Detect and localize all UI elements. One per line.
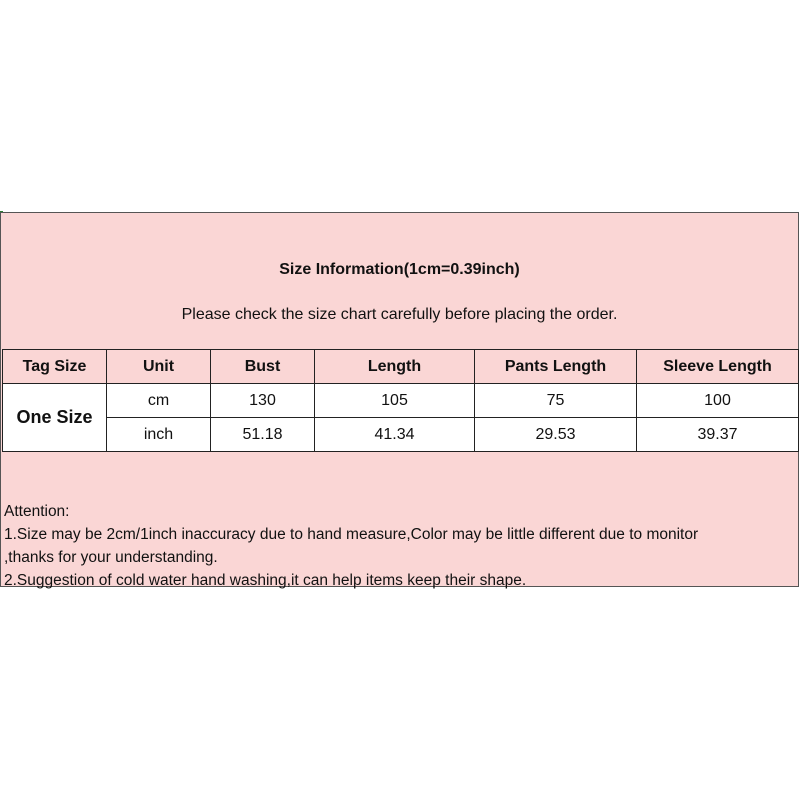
attention-heading: Attention: [4, 503, 70, 520]
table-row [3, 384, 799, 418]
attention-line: 2.Suggestion of cold water hand washing,it can help items keep their shape. [4, 572, 527, 589]
header-cell-tag-size: Tag Size [3, 350, 107, 384]
attention-line: ,thanks for your understanding. [4, 549, 218, 566]
unit-cell: cm [107, 384, 211, 418]
attention-line: 1.Size may be 2cm/1inch inaccuracy due to hand measure,Color may be little different due to monitor [4, 526, 699, 543]
sleeve-length-cell: 39.37 [637, 418, 799, 452]
header-cell-bust: Bust [211, 350, 315, 384]
header-cell-length: Length [315, 350, 475, 384]
table-row [3, 418, 799, 452]
size-chart-table [2, 349, 799, 452]
sleeve-length-cell: 100 [637, 384, 799, 418]
length-cell: 41.34 [315, 418, 475, 452]
bust-cell: 130 [211, 384, 315, 418]
pants-length-cell: 29.53 [475, 418, 637, 452]
length-cell: 105 [315, 384, 475, 418]
table-header-row [3, 350, 799, 384]
attention-notes [4, 500, 796, 592]
page-subtitle: Please check the size chart carefully before placing the order. [181, 306, 618, 323]
pants-length-cell: 75 [475, 384, 637, 418]
header-cell-unit: Unit [107, 350, 211, 384]
size-information-panel [0, 212, 799, 587]
tag-size-cell: One Size [3, 384, 107, 452]
unit-cell: inch [107, 418, 211, 452]
bust-cell: 51.18 [211, 418, 315, 452]
header-cell-sleeve-length: Sleeve Length [637, 350, 799, 384]
header-cell-pants-length: Pants Length [475, 350, 637, 384]
page-title: Size Information(1cm=0.39inch) [279, 261, 520, 278]
